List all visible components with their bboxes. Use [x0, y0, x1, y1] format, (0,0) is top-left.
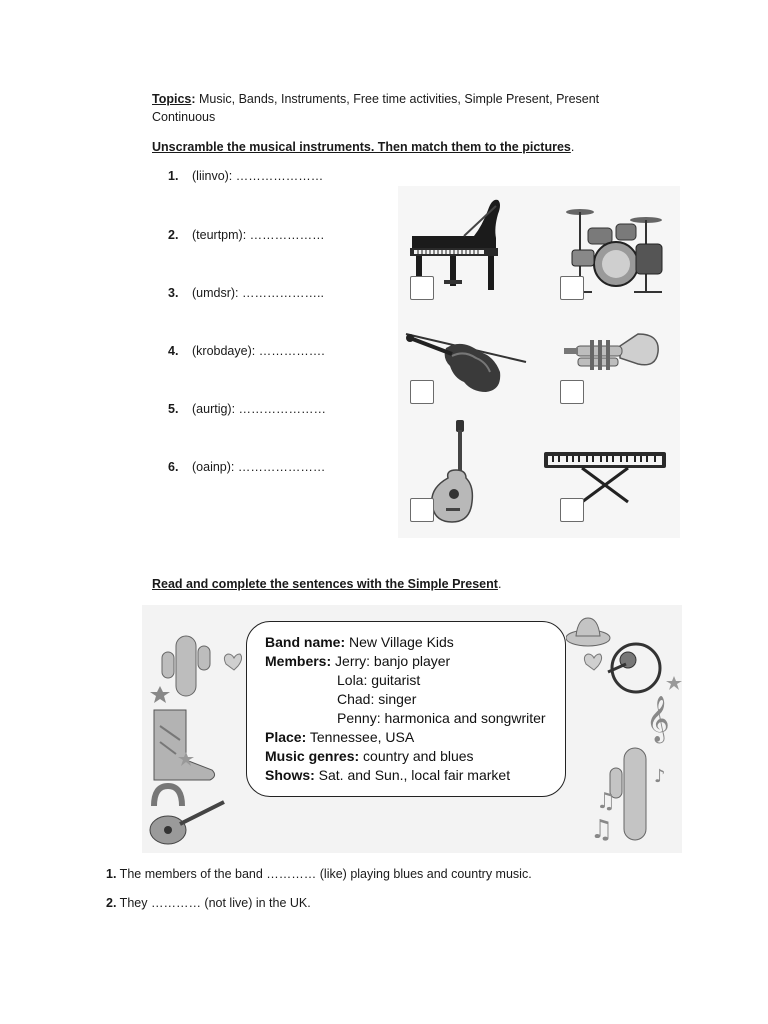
- topics-line: [152, 92, 599, 106]
- sentence-text: The members of the band ………… (like) playing blues and country music.: [116, 867, 532, 881]
- microphone-icon: [608, 644, 660, 692]
- band-name-row: [265, 634, 454, 650]
- band-name-label: Band name:: [265, 634, 346, 650]
- country-decorations-left: [146, 630, 242, 850]
- band-shows-row: [265, 767, 510, 783]
- band-name-value: New Village Kids: [345, 634, 454, 650]
- band-member: Chad: singer: [337, 691, 417, 707]
- exercise-item: [168, 228, 325, 242]
- band-info-box: [246, 621, 566, 797]
- boot-icon: [154, 710, 215, 780]
- item-text: (aurtig): …………………: [192, 402, 327, 416]
- item-number: 1.: [168, 169, 179, 183]
- guitar-image: [428, 420, 476, 526]
- band-member: Jerry: banjo player: [335, 653, 451, 669]
- band-member: Lola: guitarist: [337, 672, 421, 688]
- answer-checkbox[interactable]: [410, 380, 434, 404]
- band-genres-row: [265, 748, 474, 764]
- band-shows-label: Shows:: [265, 767, 315, 783]
- answer-checkbox[interactable]: [560, 498, 584, 522]
- item-text: (krobdaye): …………….: [192, 344, 325, 358]
- sentence-item: [106, 896, 311, 910]
- sentence-item: [106, 867, 532, 881]
- sentence-number: 1.: [106, 867, 117, 881]
- item-text: (liinvo): …………………: [192, 169, 324, 183]
- cactus-icon: [162, 636, 210, 696]
- item-number: 6.: [168, 460, 179, 474]
- item-text: (teurtpm): ………………: [192, 228, 325, 242]
- answer-checkbox[interactable]: [560, 380, 584, 404]
- ukulele-icon: [150, 802, 224, 844]
- treble-clef-icon: 𝄞: [646, 696, 670, 742]
- horseshoe-icon: [154, 786, 182, 806]
- topics-text-2: Continuous: [152, 110, 216, 124]
- topics-colon: :: [191, 92, 196, 106]
- exercise-item: [168, 286, 324, 300]
- task1-heading: [152, 140, 574, 154]
- band-member: Penny: harmonica and songwriter: [337, 710, 546, 726]
- exercise-item: [168, 402, 326, 416]
- exercise-item: [168, 344, 325, 358]
- band-genres-label: Music genres:: [265, 748, 360, 764]
- band-genres-value: country and blues: [359, 748, 474, 764]
- band-place-value: Tennessee, USA: [306, 729, 415, 745]
- exercise-item: [168, 169, 323, 183]
- item-number: 4.: [168, 344, 179, 358]
- band-place-row: [265, 729, 414, 745]
- item-text: (umdsr): ………………..: [192, 286, 324, 300]
- task2-heading-text: Read and complete the sentences with the Simple Present: [152, 577, 498, 591]
- item-number: 5.: [168, 402, 179, 416]
- band-members-label: Members:: [265, 653, 332, 669]
- answer-checkbox[interactable]: [410, 498, 434, 522]
- country-decorations-right: [566, 612, 682, 848]
- svg-text:♫: ♫: [596, 789, 616, 814]
- heart-icon: [224, 654, 241, 670]
- exercise-item: [168, 460, 325, 474]
- task1-heading-text: Unscramble the musical instruments. Then match them to the pictures: [152, 140, 571, 154]
- topics-text-1: Music, Bands, Instruments, Free time activities, Simple Present, Present: [195, 92, 600, 106]
- svg-text:♪: ♪: [654, 766, 666, 787]
- task2-heading-period: .: [497, 577, 502, 591]
- item-text: (oainp): …………………: [192, 460, 326, 474]
- band-place-label: Place:: [265, 729, 307, 745]
- item-number: 2.: [168, 228, 179, 242]
- item-number: 3.: [168, 286, 179, 300]
- sentence-number: 2.: [106, 896, 117, 910]
- cowboy-hat-icon: [566, 618, 610, 646]
- task1-heading-period: .: [570, 140, 575, 154]
- band-shows-value: Sat. and Sun., local fair market: [314, 767, 511, 783]
- sentence-text: They ………… (not live) in the UK.: [116, 896, 311, 910]
- task2-heading: [152, 577, 501, 591]
- answer-checkbox[interactable]: [410, 276, 434, 300]
- topics-label: Topics: [152, 92, 192, 106]
- band-members-row: [265, 653, 450, 669]
- svg-text:♫: ♫: [590, 815, 614, 845]
- answer-checkbox[interactable]: [560, 276, 584, 300]
- trumpet-image: [562, 328, 662, 384]
